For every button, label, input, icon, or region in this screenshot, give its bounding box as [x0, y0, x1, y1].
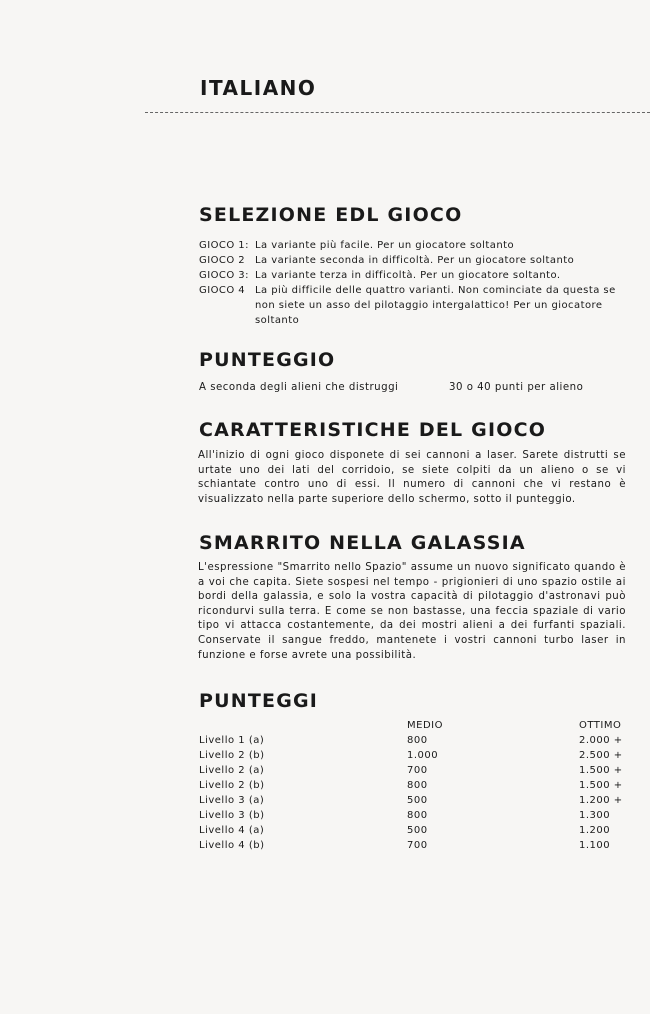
table-row	[199, 808, 629, 823]
medio-cell: 500	[407, 825, 428, 836]
ottimo-cell: 1.200 +	[579, 795, 623, 806]
game-variant-key: GIOCO 1:	[199, 240, 249, 251]
medio-cell: 800	[407, 780, 428, 791]
medio-cell: 800	[407, 810, 428, 821]
game-variant-key: GIOCO 2	[199, 255, 246, 266]
lost-in-galaxy-text: L'espressione "Smarrito nello Spazio" assume un nuovo significato quando è a voi che capita. Siete sospesi nel tempo - prigionieri di uno spazio ostile ai bordi della galassia, e solo la vostra capacità di pilotaggio d'astronavi può ricondurvi sulla terra. E come se non bastasse, una feccia spaziale di vario tipo vi attacca costantemente, da dei mostri alieni a dei furfanti spaziali. Conservate il sangue freddo, mantenete i vostri cannoni turbo laser in funzione e forse avrete una possibilità.	[198, 562, 626, 661]
medio-cell: 700	[407, 765, 428, 776]
score-heading: PUNTEGGIO	[199, 349, 336, 371]
game-variant	[199, 253, 629, 268]
medio-cell: 1.000	[407, 750, 439, 761]
ottimo-cell: 1.500 +	[579, 780, 623, 791]
table-row	[199, 763, 629, 778]
level-cell: Livello 4 (b)	[199, 840, 265, 851]
ottimo-cell: 1.100	[579, 840, 611, 851]
header-medio: MEDIO	[407, 720, 443, 731]
game-variant-key: GIOCO 4	[199, 285, 246, 296]
scores-heading: PUNTEGGI	[199, 690, 319, 712]
level-cell: Livello 2 (b)	[199, 780, 265, 791]
medio-cell: 800	[407, 735, 428, 746]
level-cell: Livello 2 (a)	[199, 765, 265, 776]
scores-table	[199, 718, 629, 853]
table-row	[199, 793, 629, 808]
level-cell: Livello 4 (a)	[199, 825, 265, 836]
score-condition: A seconda degli alieni che distruggi	[199, 382, 399, 393]
ottimo-cell: 1.200	[579, 825, 611, 836]
dashed-divider	[145, 112, 650, 113]
game-variant	[199, 283, 629, 328]
ottimo-cell: 1.500 +	[579, 765, 623, 776]
scores-table-header	[199, 718, 629, 733]
table-row	[199, 733, 629, 748]
game-variant-text: La variante seconda in difficoltà. Per un giocatore soltanto	[255, 255, 575, 266]
game-selection-heading: SELEZIONE EDL GIOCO	[199, 204, 463, 226]
game-features-text: All'inizio di ogni gioco disponete di sei cannoni a laser. Sarete distrutti se urtate uno dei lati del corridoio, se siete colpiti da un alieno o se vi schiantate contro uno di essi. Il numero di cannoni che vi restano è visualizzato nella parte superiore dello schermo, sotto il punteggio.	[198, 450, 626, 505]
level-cell: Livello 3 (a)	[199, 795, 265, 806]
ottimo-cell: 2.500 +	[579, 750, 623, 761]
medio-cell: 500	[407, 795, 428, 806]
medio-cell: 700	[407, 840, 428, 851]
language-heading: ITALIANO	[200, 76, 317, 100]
ottimo-cell: 2.000 +	[579, 735, 623, 746]
game-variant-text: La variante terza in difficoltà. Per un giocatore soltanto.	[255, 270, 561, 281]
header-ottimo: OTTIMO	[579, 720, 622, 731]
game-variant-text: La variante più facile. Per un giocatore soltanto	[255, 240, 515, 251]
game-variants-list	[199, 238, 629, 328]
table-row	[199, 748, 629, 763]
level-cell: Livello 1 (a)	[199, 735, 265, 746]
table-row	[199, 838, 629, 853]
lost-in-galaxy-heading: SMARRITO NELLA GALASSIA	[199, 532, 526, 554]
game-variant-text: La più difficile delle quattro varianti. Non cominciate da questa se non siete un asso del pilotaggio intergalattico! Per un giocatore soltanto	[255, 285, 616, 326]
table-row	[199, 823, 629, 838]
game-variant-key: GIOCO 3:	[199, 270, 249, 281]
level-cell: Livello 2 (b)	[199, 750, 265, 761]
level-cell: Livello 3 (b)	[199, 810, 265, 821]
game-features-heading: CARATTERISTICHE DEL GIOCO	[199, 419, 547, 441]
score-points: 30 o 40 punti per alieno	[449, 382, 584, 393]
table-row	[199, 778, 629, 793]
game-variant	[199, 268, 629, 283]
ottimo-cell: 1.300	[579, 810, 611, 821]
game-variant	[199, 238, 629, 253]
